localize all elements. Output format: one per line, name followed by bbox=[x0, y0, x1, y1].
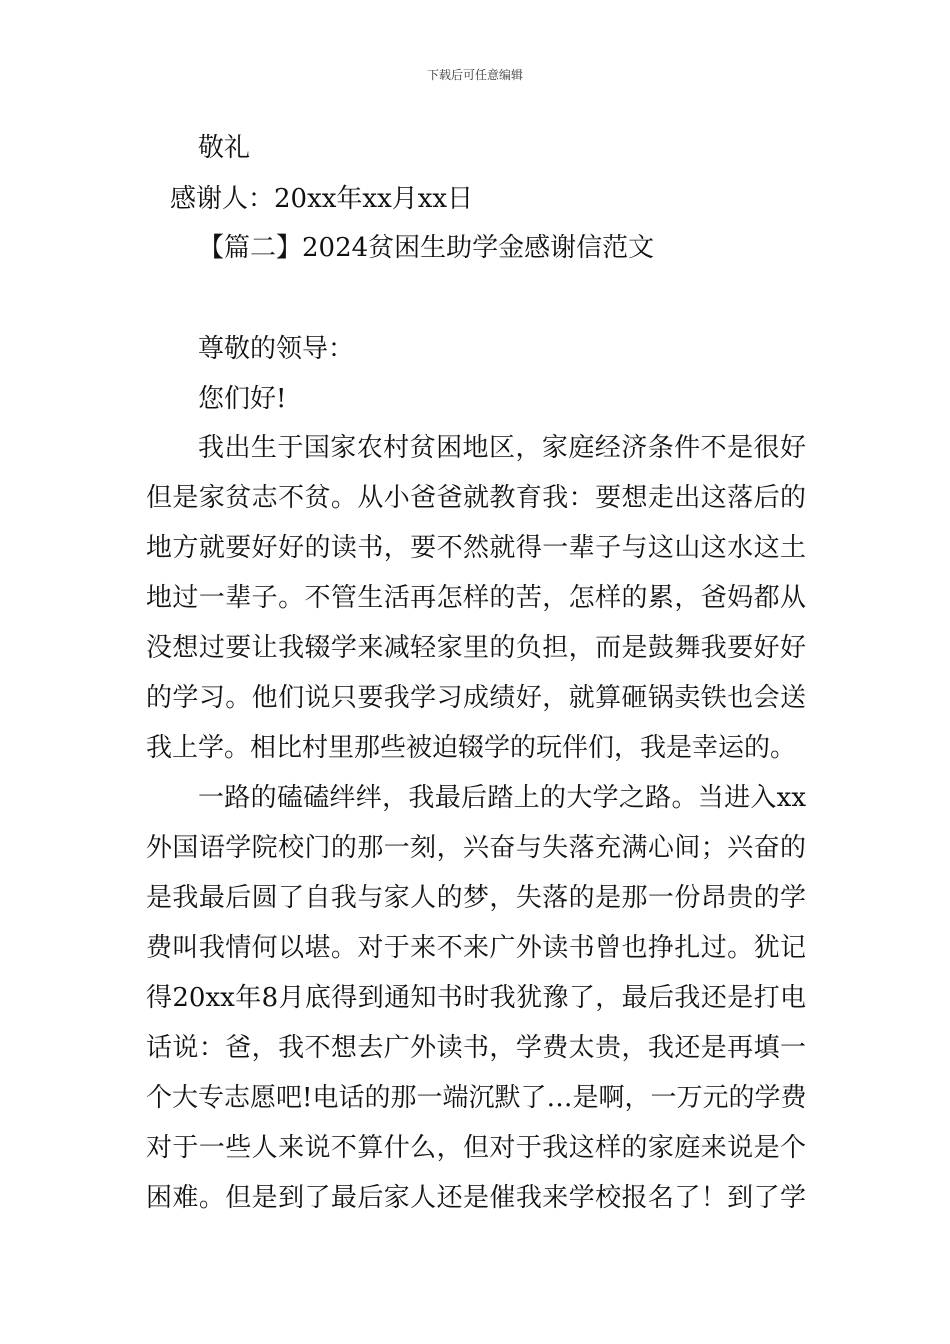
paragraph-line: 地方就要好好的读书，要不然就得一辈子与这山这水这土 bbox=[146, 533, 806, 563]
paragraph-line: 困难。但是到了最后家人还是催我来学校报名了！到了学 bbox=[146, 1183, 806, 1213]
letter-greeting: 尊敬的领导： bbox=[198, 334, 355, 364]
page-header-note: 下载后可任意编辑 bbox=[426, 68, 523, 82]
paragraph-line: 外国语学院校门的那一刻，兴奋与失落充满心间；兴奋的 bbox=[146, 833, 806, 863]
letter-hello: 您们好! bbox=[198, 384, 287, 414]
paragraph-line: 个大专志愿吧!电话的那一端沉默了…是啊，一万元的学费 bbox=[146, 1083, 807, 1113]
paragraph-line: 地过一辈子。不管生活再怎样的苦，怎样的累，爸妈都从 bbox=[146, 583, 806, 613]
paragraph-line: 费叫我情何以堪。对于来不来广外读书曾也挣扎过。犹记 bbox=[146, 933, 806, 963]
paragraph-line: 话说：爸，我不想去广外读书，学费太贵，我还是再填一 bbox=[146, 1033, 806, 1063]
paragraph-line: 我上学。相比村里那些被迫辍学的玩伴们，我是幸运的。 bbox=[146, 733, 797, 763]
paragraph-line: 是我最后圆了自我与家人的梦，失落的是那一份昂贵的学 bbox=[146, 883, 806, 913]
closing-salutation: 敬礼 bbox=[198, 133, 251, 163]
paragraph-line: 的学习。他们说只要我学习成绩好，就算砸锅卖铁也会送 bbox=[146, 683, 806, 713]
paragraph-line: 得20xx年8月底得到通知书时我犹豫了，最后我还是打电 bbox=[146, 983, 806, 1013]
paragraph-line: 对于一些人来说不算什么，但对于我这样的家庭来说是个 bbox=[146, 1133, 806, 1163]
closing-signature: 感谢人：20xx年xx月xx日 bbox=[170, 184, 474, 214]
paragraph-line: 一路的磕磕绊绊，我最后踏上的大学之路。当进入xx bbox=[198, 783, 806, 813]
paragraph-line: 但是家贫志不贫。从小爸爸就教育我：要想走出这落后的 bbox=[146, 483, 806, 513]
section-title: 【篇二】2024贫困生助学金感谢信范文 bbox=[198, 233, 655, 263]
paragraph-line: 没想过要让我辍学来减轻家里的负担，而是鼓舞我要好好 bbox=[146, 633, 806, 663]
paragraph-line: 我出生于国家农村贫困地区，家庭经济条件不是很好 bbox=[198, 433, 806, 463]
